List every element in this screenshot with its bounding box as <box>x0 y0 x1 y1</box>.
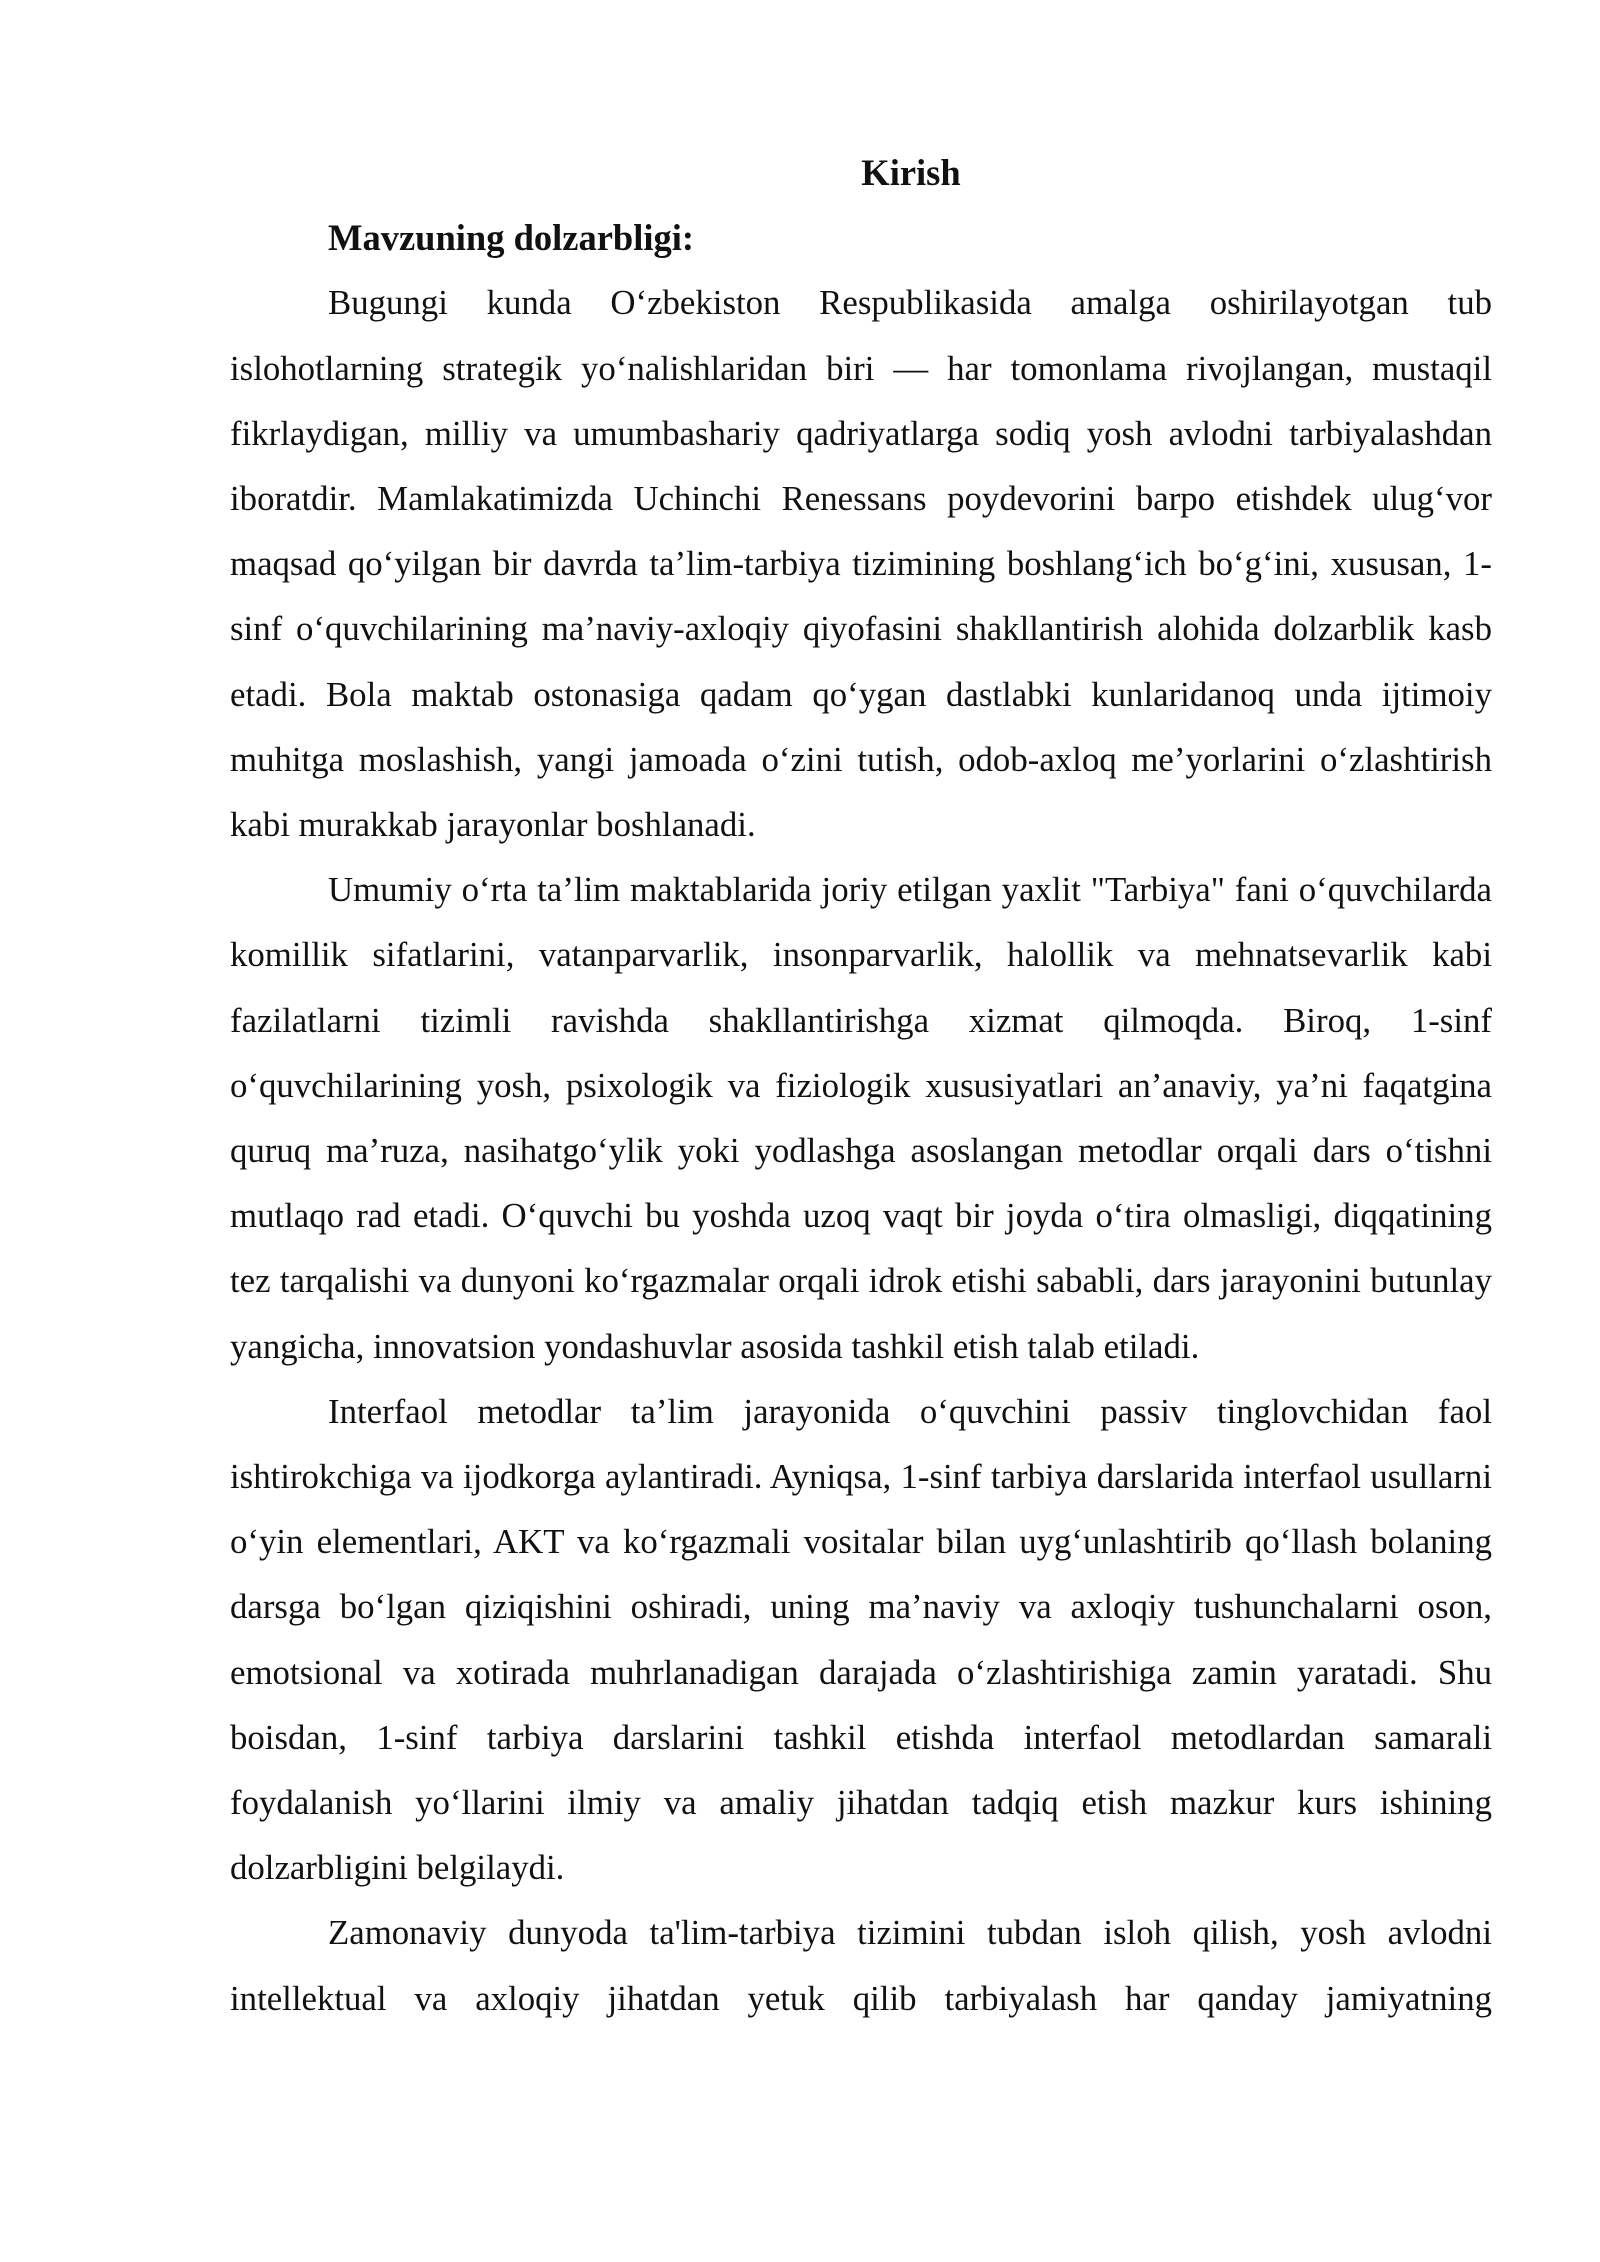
document-page <box>230 140 1492 2031</box>
page-title: Kirish <box>861 152 961 193</box>
paragraph-1: Bugungi kunda O‘zbekiston Respublikasida amalga oshirilayotgan tub islohotlarning strategik yo‘nalishlaridan biri — har tomonlama rivojlangan, mustaqil fikrlaydigan, milliy va umumbashariy qadriyatlarga sodiq yosh avlodni tarbiyalashdan iboratdir. Mamlakatimizda Uchinchi Renessans poydevorini barpo etishdek ulug‘vor maqsad qo‘yilgan bir davrda ta’lim-tarbiya tizimining boshlang‘ich bo‘g‘ini, xususan, 1-sinf o‘quvchilarining ma’naviy-axloqiy qiyofasini shakllantirish alohida dolzarblik kasb etadi. Bola maktab ostonasiga qadam qo‘ygan dastlabki kunlaridanoq unda ijtimoiy muhitga moslashish, yangi jamoada o‘zini tutish, odob-axloq me’yorlarini o‘zlashtirish kabi murakkab jarayonlar boshlanadi. <box>230 283 1492 844</box>
paragraph-3: Interfaol metodlar ta’lim jarayonida o‘quvchini passiv tinglovchidan faol ishtirokchiga va ijodkorga aylantiradi. Ayniqsa, 1-sinf tarbiya darslarida interfaol usullarni o‘yin elementlari, AKT va ko‘rgazmali vositalar bilan uyg‘unlashtirib qo‘llash bolaning darsga bo‘lgan qiziqishini oshiradi, uning ma’naviy va axloqiy tushunchalarni oson, emotsional va xotirada muhrlanadigan darajada o‘zlashtirishiga zamin yaratadi. Shu boisdan, 1-sinf tarbiya darslarini tashkil etishda interfaol metodlardan samarali foydalanish yo‘llarini ilmiy va amaliy jihatdan tadqiq etish mazkur kurs ishining dolzarbligini belgilaydi. <box>230 1391 1492 1888</box>
section-subtitle: Mavzuning dolzarbligi: <box>328 217 695 259</box>
paragraph-2: Umumiy o‘rta ta’lim maktablarida joriy etilgan yaxlit "Tarbiya" fani o‘quvchilarda komillik sifatlarini, vatanparvarlik, insonparvarlik, halollik va mehnatsevarlik kabi fazilatlarni tizimli ravishda shakllantirishga xizmat qilmoqda. Biroq, 1-sinf o‘quvchilarining yosh, psixologik va fiziologik xususiyatlari an’anaviy, ya’ni faqatgina quruq ma’ruza, nasihatgo‘ylik yoki yodlashga asoslangan metodlar orqali dars o‘tishni mutlaqo rad etadi. O‘quvchi bu yoshda uzoq vaqt bir joyda o‘tira olmasligi, diqqatining tez tarqalishi va dunyoni ko‘rgazmalar orqali idrok etishi sababli, dars jarayonini butunlay yangicha, innovatsion yondashuvlar asosida tashkil etish talab etiladi. <box>230 870 1492 1366</box>
paragraph-4: Zamonaviy dunyoda ta'lim-tarbiya tizimini tubdan isloh qilish, yosh avlodni intellektual va axloqiy jihatdan yetuk qilib tarbiyalash har qanday jamiyatning <box>230 1913 1492 2018</box>
